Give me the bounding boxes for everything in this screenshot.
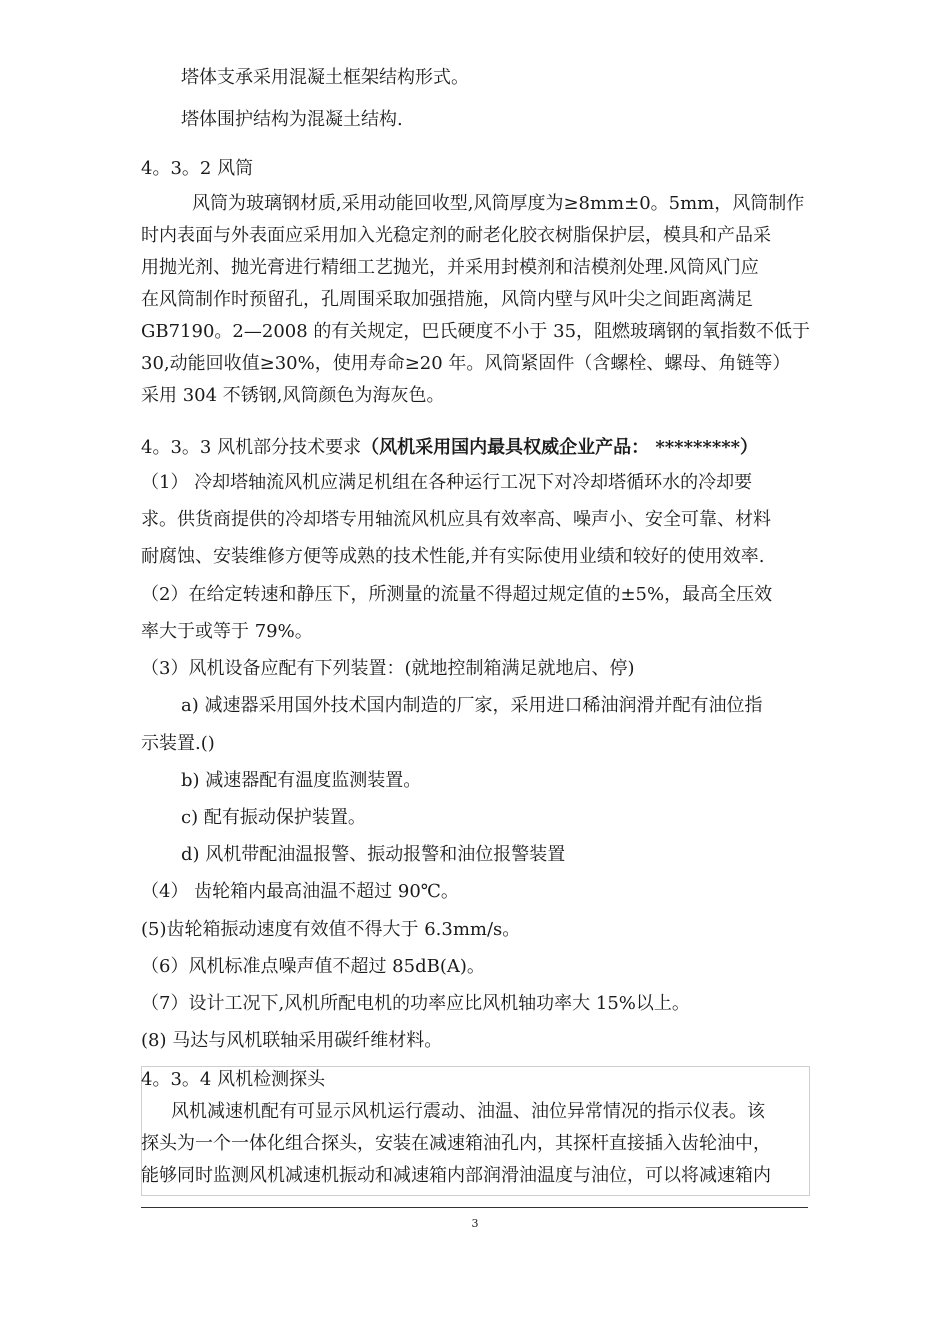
section-heading-4-3-2: 4。3。2 风筒 [141, 158, 254, 179]
duct-line: 时内表面与外表面应采用加入光稳定剂的耐老化胶衣树脂保护层，模具和产品采 [141, 225, 771, 246]
fan-requirement-line: （7）设计工况下,风机所配电机的功率应比风机轴功率大 15%以上。 [141, 993, 690, 1014]
section-heading-bold-note: （风机采用国内最具权威企业产品： *********） [361, 437, 759, 458]
footer-rule [141, 1207, 808, 1208]
duct-line: 风筒为玻璃钢材质,采用动能回收型,风筒厚度为≥8mm±0。5mm，风筒制作 [192, 193, 805, 214]
page-number: 3 [471, 1217, 479, 1230]
fan-requirement-line: 求。供货商提供的冷却塔专用轴流风机应具有效率高、噪声小、安全可靠、材料 [141, 509, 771, 530]
duct-line: GB7190。2—2008 的有关规定，巴氏硬度不小于 35，阻燃玻璃钢的氧指数不低于 [141, 321, 811, 342]
paragraph-enclosure: 塔体围护结构为混凝土结构. [181, 109, 403, 130]
duct-line: 在风筒制作时预留孔，孔周围采取加强措施，风筒内壁与风叶尖之间距离满足 [141, 289, 753, 310]
fan-requirement-line: c) 配有振动保护装置。 [181, 807, 366, 828]
fan-requirement-line: a) 减速器采用国外技术国内制造的厂家，采用进口稀油润滑并配有油位指 [181, 695, 763, 716]
probe-line: 能够同时监测风机减速机振动和减速箱内部润滑油温度与油位，可以将减速箱内 [141, 1165, 771, 1186]
duct-line: 采用 304 不锈钢,风筒颜色为海灰色。 [141, 385, 445, 406]
fan-requirement-line: 率大于或等于 79%。 [141, 621, 313, 642]
fan-requirement-line: （6）风机标准点噪声值不超过 85dB(A)。 [141, 956, 485, 977]
probe-line: 探头为一个一体化组合探头，安装在减速箱油孔内，其探杆直接插入齿轮油中， [141, 1133, 771, 1154]
fan-requirement-line: （2）在给定转速和静压下，所测量的流量不得超过规定值的±5%，最高全压效 [141, 584, 773, 605]
fan-requirement-line: (5)齿轮箱振动速度有效值不得大于 6.3mm/s。 [141, 919, 521, 940]
section-heading-4-3-4: 4。3。4 风机检测探头 [141, 1069, 326, 1090]
fan-requirement-line: （3）风机设备应配有下列装置：(就地控制箱满足就地启、停) [141, 658, 635, 679]
fan-requirement-line: b) 减速器配有温度监测装置。 [181, 770, 422, 791]
fan-requirement-line: (8) 马达与风机联轴采用碳纤维材料。 [141, 1030, 443, 1051]
paragraph-support: 塔体支承采用混凝土框架结构形式。 [181, 67, 469, 88]
duct-line: 用抛光剂、抛光膏进行精细工艺抛光，并采用封模剂和洁模剂处理.风筒风门应 [141, 257, 759, 278]
fan-requirement-line: d) 风机带配油温报警、振动报警和油位报警装置 [181, 844, 566, 865]
fan-requirement-line: （1） 冷却塔轴流风机应满足机组在各种运行工况下对冷却塔循环水的冷却要 [141, 472, 753, 493]
duct-line: 30,动能回收值≥30%，使用寿命≥20 年。风筒紧固件（含螺栓、螺母、角链等） [141, 353, 791, 374]
section-heading-text: 4。3。3 风机部分技术要求 [141, 437, 362, 458]
fan-requirement-line: 示装置.() [141, 733, 215, 754]
fan-requirement-line: （4） 齿轮箱内最高油温不超过 90℃。 [141, 881, 459, 902]
probe-line: 风机减速机配有可显示风机运行震动、油温、油位异常情况的指示仪表。该 [171, 1101, 765, 1122]
fan-requirement-line: 耐腐蚀、安装维修方便等成熟的技术性能,并有实际使用业绩和较好的使用效率. [141, 546, 765, 567]
section-heading-4-3-3 [141, 436, 758, 460]
